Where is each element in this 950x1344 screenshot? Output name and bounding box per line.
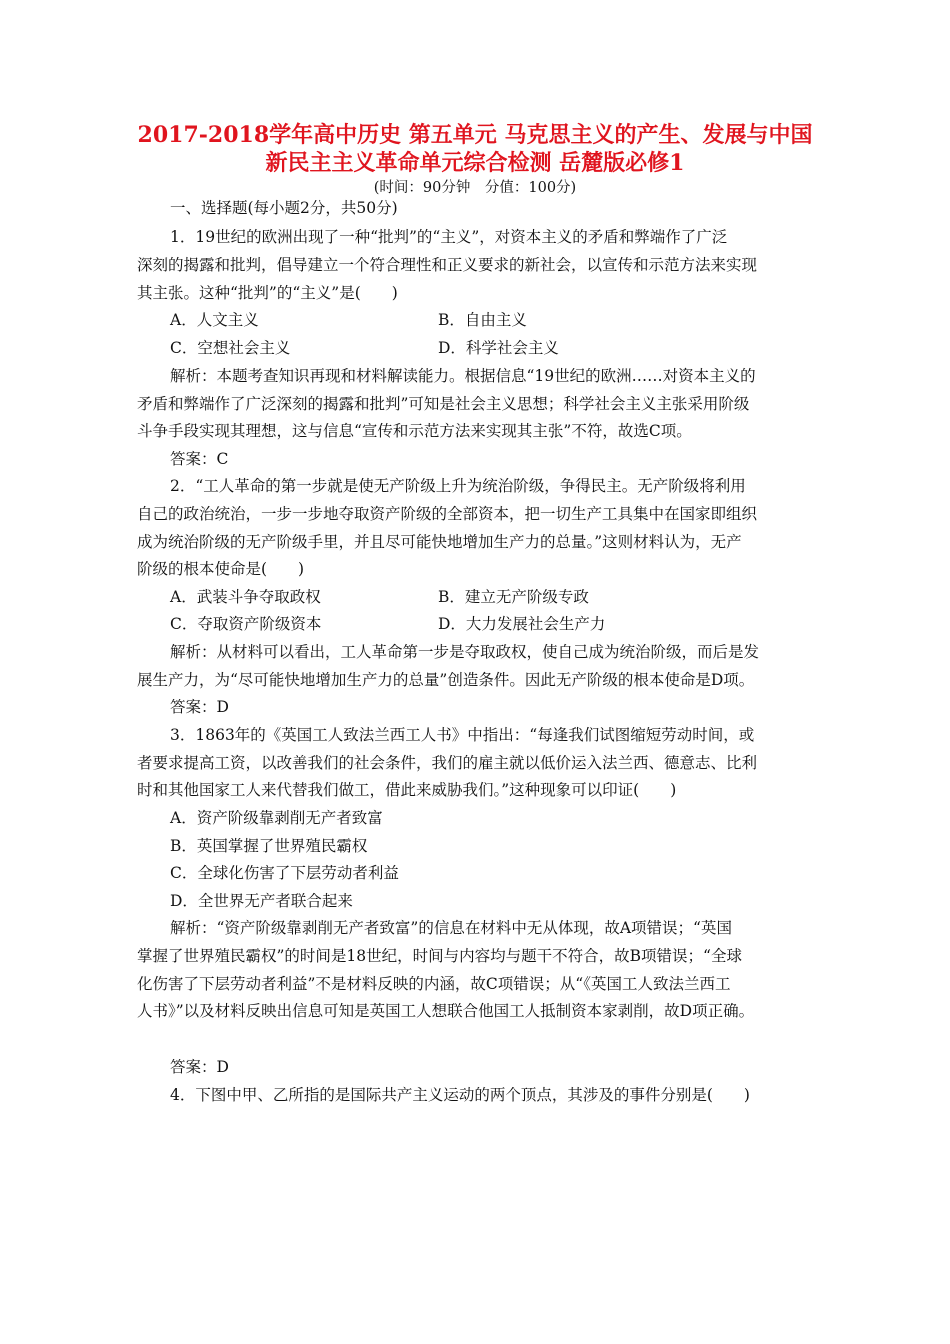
- document-title-line-1: 2017-2018学年高中历史 第五单元 马克思主义的产生、发展与中国: [137, 122, 813, 148]
- q2-stem-line: 成为统治阶级的无产阶级手里，并且尽可能快地增加生产力的总量。”这则材料认为，无产: [137, 533, 742, 551]
- q2-option-a: A．武装斗争夺取政权: [170, 588, 321, 606]
- q2-analysis-line: 展生产力，为“尽可能快地增加生产力的总量”创造条件。因此无产阶级的根本使命是D项。: [137, 671, 755, 689]
- q2-stem-line: 自己的政治统治，一步一步地夺取资产阶级的全部资本，把一切生产工具集中在国家即组织: [137, 505, 758, 523]
- q1-analysis-line: 解析：本题考查知识再现和材料解读能力。根据信息“19世纪的欧洲……对资本主义的: [170, 367, 756, 385]
- q3-option-a: A．资产阶级靠剥削无产者致富: [170, 809, 383, 827]
- q4-stem: 4．下图中甲、乙所指的是国际共产主义运动的两个顶点，其涉及的事件分别是( ): [170, 1086, 750, 1104]
- q1-option-d: D．科学社会主义: [438, 339, 559, 357]
- q1-stem-line: 1．19世纪的欧洲出现了一种“批判”的“主义”，对资本主义的矛盾和弊端作了广泛: [170, 228, 728, 246]
- document-title-line-2: 新民主主义革命单元综合检测 岳麓版必修1: [265, 150, 685, 176]
- q3-option-c: C．全球化伤害了下层劳动者利益: [170, 864, 399, 882]
- q3-option-d: D．全世界无产者联合起来: [170, 892, 353, 910]
- q3-stem-line: 3．1863年的《英国工人致法兰西工人书》中指出：“每逢我们试图缩短劳动时间，或: [170, 726, 755, 744]
- q1-option-b: B．自由主义: [438, 311, 527, 329]
- section-heading: 一、选择题(每小题2分，共50分): [170, 199, 398, 217]
- q1-analysis-line: 矛盾和弊端作了广泛深刻的揭露和批判”可知是社会主义思想；科学社会主义主张采用阶级: [137, 395, 750, 413]
- q1-answer: 答案：C: [170, 450, 229, 468]
- q2-option-b: B．建立无产阶级专政: [438, 588, 589, 606]
- q1-stem-line: 深刻的揭露和批判，倡导建立一个符合理性和正义要求的新社会，以宣传和示范方法来实现: [137, 256, 758, 274]
- q2-stem-line: 阶级的根本使命是( ): [137, 560, 305, 578]
- q2-option-d: D．大力发展社会生产力: [438, 615, 606, 633]
- q1-option-c: C．空想社会主义: [170, 339, 291, 357]
- q3-answer: 答案：D: [170, 1058, 229, 1076]
- q2-answer: 答案：D: [170, 698, 229, 716]
- q3-analysis-line: 人书》”以及材料反映出信息可知是英国工人想联合他国工人抵制资本家剥削，故D项正确。: [137, 1002, 755, 1020]
- q3-analysis-line: 化伤害了下层劳动者利益”不是材料反映的内涵，故C项错误；从“《英国工人致法兰西工: [137, 975, 731, 993]
- q1-analysis-line: 斗争手段实现其理想，这与信息“宣传和示范方法来实现其主张”不符，故选C项。: [137, 422, 692, 440]
- q2-stem-line: 2．“工人革命的第一步就是使无产阶级上升为统治阶级，争得民主。无产阶级将利用: [170, 477, 746, 495]
- q2-analysis-line: 解析：从材料可以看出，工人革命第一步是夺取政权，使自己成为统治阶级，而后是发: [170, 643, 760, 661]
- q3-analysis-line: 解析：“资产阶级靠剥削无产者致富”的信息在材料中无从体现，故A项错误；“英国: [170, 919, 732, 937]
- q3-analysis-line: 掌握了世界殖民霸权”的时间是18世纪，时间与内容均与题干不符合，故B项错误；“全球: [137, 947, 742, 965]
- exam-time-score: (时间：90分钟 分值：100分): [373, 180, 577, 196]
- q1-stem-line: 其主张。这种“批判”的“主义”是( ): [137, 284, 398, 302]
- q3-stem-line: 者要求提高工资，以改善我们的社会条件，我们的雇主就以低价运入法兰西、德意志、比利: [137, 754, 758, 772]
- q2-option-c: C．夺取资产阶级资本: [170, 615, 322, 633]
- q3-stem-line: 时和其他国家工人来代替我们做工，借此来威胁我们。”这种现象可以印证( ): [137, 781, 677, 799]
- q1-option-a: A．人文主义: [170, 311, 259, 329]
- q3-option-b: B．英国掌握了世界殖民霸权: [170, 837, 368, 855]
